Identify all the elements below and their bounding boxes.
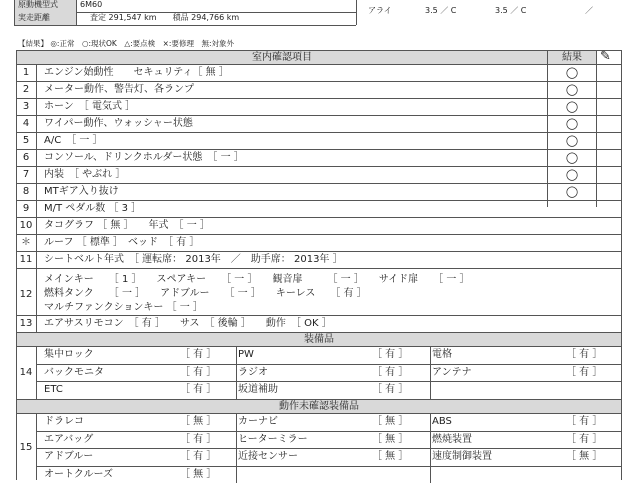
item-value: ［ 有 ］ xyxy=(566,366,603,378)
item-label: 近接センサー xyxy=(238,451,298,462)
item-label: ABS xyxy=(432,416,452,427)
border xyxy=(16,346,621,347)
item-value: ［ 有 ］ xyxy=(180,451,217,462)
result-mark: ◯ xyxy=(565,185,579,198)
result-mark: ◯ xyxy=(565,100,579,113)
row-number: 3 xyxy=(22,101,30,112)
border xyxy=(16,81,621,82)
border xyxy=(36,431,621,432)
border xyxy=(36,448,621,449)
result-mark: ◯ xyxy=(565,168,579,181)
border xyxy=(16,234,621,235)
row-number: 5 xyxy=(22,135,30,146)
inspection-header: 室内確認項目 xyxy=(252,52,312,63)
border xyxy=(16,251,621,252)
border xyxy=(621,50,622,480)
row-number: 12 xyxy=(19,289,33,300)
row-number: 7 xyxy=(22,169,30,180)
border xyxy=(36,413,37,480)
item-value: ［ 有 ］ xyxy=(372,384,409,396)
item-value: ［ 有 ］ xyxy=(372,349,409,360)
alai-value-3: ／ xyxy=(585,6,593,15)
item-value: ［ 無 ］ xyxy=(180,416,217,427)
unchecked-header: 動作未確認装備品 xyxy=(279,401,359,412)
border xyxy=(16,149,621,150)
row-number: 6 xyxy=(22,152,30,163)
row-number: 15 xyxy=(19,442,33,453)
row-number: 9 xyxy=(22,203,30,214)
row-number: ＊ xyxy=(21,237,31,248)
row-text: コンソール、ドリンクホルダー状態 ［ 一 ］ xyxy=(44,152,244,163)
item-label: ETC xyxy=(44,384,63,396)
row-number: 4 xyxy=(22,118,30,129)
result-mark: ◯ xyxy=(565,83,579,96)
border xyxy=(236,346,237,399)
result-mark: ◯ xyxy=(565,117,579,130)
result-legend: 【結果】 ◎:正常 ○:現状OK △:要点検 ×:要修理 無:対象外 xyxy=(18,39,234,48)
item-label: ラジオ xyxy=(238,366,268,378)
border xyxy=(16,268,621,269)
row12-line3: マルチファンクションキー ［ 一 ］ xyxy=(44,302,203,313)
border xyxy=(16,315,621,316)
row-number: 1 xyxy=(22,67,30,78)
border xyxy=(16,166,621,167)
row-text: シートベルト年式 ［ 運転席： 2013年 ／ 助手席： 2013年 ］ xyxy=(44,254,343,265)
border xyxy=(14,25,356,26)
row-text: M/T ペダル数 ［ 3 ］ xyxy=(44,203,142,214)
item-label: 坂道補助 xyxy=(238,384,278,396)
item-label: エアバッグ xyxy=(44,433,94,445)
item-label: ドラレコ xyxy=(44,416,84,427)
border xyxy=(36,346,37,399)
item-value: ［ 無 ］ xyxy=(372,451,409,462)
item-label: オートクルーズ xyxy=(44,468,113,480)
row-text: 内装 ［ やぶれ ］ xyxy=(44,169,126,180)
row-number: 8 xyxy=(22,186,30,197)
row12-line2: 燃料タンク ［ 一 ］ アドブルー ［ 一 ］ キーレス ［ 有 ］ xyxy=(44,288,367,299)
item-value: ［ 無 ］ xyxy=(372,416,409,427)
border xyxy=(16,132,621,133)
result-mark: ◯ xyxy=(565,66,579,79)
border xyxy=(16,413,621,414)
engine-value: 6M60 xyxy=(80,0,103,9)
row-number: 2 xyxy=(22,84,30,95)
result-header: 結果 xyxy=(562,52,582,63)
item-label: アンテナ xyxy=(432,366,472,378)
row-number: 14 xyxy=(19,367,33,378)
item-label: 速度制御装置 xyxy=(432,451,492,462)
alai-value-2: 3.5 ／ C xyxy=(495,6,527,15)
item-label: カーナビ xyxy=(238,416,278,427)
item-value: ［ 有 ］ xyxy=(180,433,217,445)
border xyxy=(16,200,621,201)
row-text: メーター動作、警告灯、各ランプ xyxy=(44,84,194,95)
row-text: A/C ［ 一 ］ xyxy=(44,135,103,146)
equipment-header: 装備品 xyxy=(304,334,334,345)
item-value: ［ 有 ］ xyxy=(566,416,603,427)
border xyxy=(36,466,621,467)
row-text: エンジン始動性 セキュリティ［ 無 ］ xyxy=(44,67,229,78)
engine-label: 原動機型式 xyxy=(18,0,58,9)
row-number: 10 xyxy=(19,220,33,231)
result-mark: ◯ xyxy=(565,151,579,164)
item-value: ［ 無 ］ xyxy=(180,468,217,480)
border xyxy=(76,0,77,25)
mileage-label: 実走距離 xyxy=(18,13,50,22)
border xyxy=(36,64,37,332)
row-number: 13 xyxy=(19,318,33,329)
row-text: ルーフ ［ 標準 ］ ベッド ［ 有 ］ xyxy=(44,237,200,248)
border xyxy=(16,183,621,184)
item-label: アドブルー xyxy=(44,451,94,462)
row-text: タコグラフ ［ 無 ］ 年式 ［ 一 ］ xyxy=(44,220,210,231)
item-label: 燃焼装置 xyxy=(432,433,472,445)
item-label: 集中ロック xyxy=(44,349,94,360)
row-text: ワイパー動作、ウォッシャー状態 xyxy=(44,118,193,129)
row-number: 11 xyxy=(19,254,33,265)
border xyxy=(430,346,431,399)
border xyxy=(16,217,621,218)
border xyxy=(16,64,621,65)
item-value: ［ 無 ］ xyxy=(372,433,409,445)
item-value: ［ 有 ］ xyxy=(566,349,603,360)
alai-label: アライ xyxy=(368,6,392,15)
item-value: ［ 有 ］ xyxy=(180,349,217,360)
notebook-icon: ✎ xyxy=(600,49,611,64)
row-text: MTギア入り抜け xyxy=(44,186,119,197)
border xyxy=(36,381,621,382)
border xyxy=(16,98,621,99)
item-value: ［ 有 ］ xyxy=(180,384,217,396)
border xyxy=(356,0,357,25)
mileage-value: 査定 291,547 km 積品 294,766 km xyxy=(90,13,240,22)
alai-value-1: 3.5 ／ C xyxy=(425,6,457,15)
border xyxy=(16,115,621,116)
result-mark: ◯ xyxy=(565,134,579,147)
item-label: PW xyxy=(238,349,254,360)
item-value: ［ 有 ］ xyxy=(180,366,217,378)
item-label: バックモニタ xyxy=(44,366,104,378)
item-value: ［ 無 ］ xyxy=(566,451,603,462)
row12-line1: メインキー ［ 1 ］ スペアキー ［ 一 ］ 観音扉 ［ 一 ］ サイド扉 ［ 一 ］ xyxy=(44,274,470,285)
row-text: ホーン ［ 電気式 ］ xyxy=(44,101,136,112)
item-label: ヒーターミラー xyxy=(238,433,308,445)
border xyxy=(36,364,621,365)
item-value: ［ 有 ］ xyxy=(566,433,603,445)
item-value: ［ 有 ］ xyxy=(372,366,409,378)
item-label: 電格 xyxy=(432,349,452,360)
row13-text: エアサスリモコン ［ 有 ］ サス ［ 後輪 ］ 動作 ［ OK ］ xyxy=(44,318,332,329)
